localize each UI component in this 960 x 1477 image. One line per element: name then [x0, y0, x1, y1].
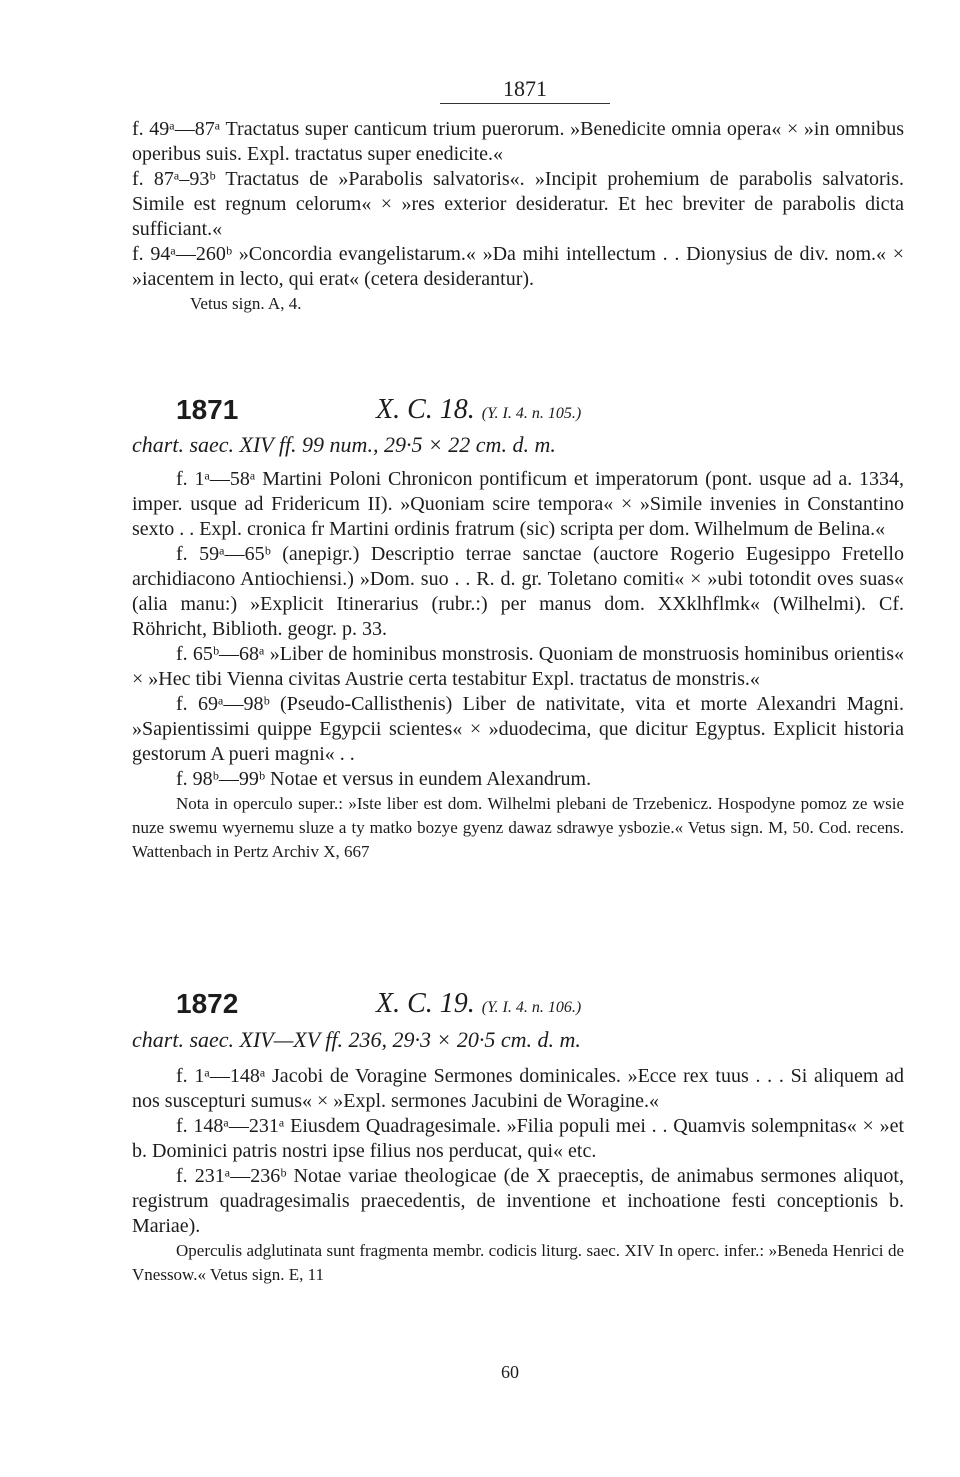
- content-item: f. 1ᵃ—58ᵃ Martini Poloni Chronicon pontificum et imperatorum (pont. usque ad a. 1334, imper. usque ad Fridericum II). »Quoniam scire tempora« × »Simile invenies in Constantino sexto . . Expl. cronica fr Martini ordinis fratrum (sic) scripta per dom. Wilhelmum de Belina.«: [132, 468, 904, 540]
- prev-entry-text: [132, 117, 904, 316]
- content-item: f. 148ᵃ—231ᵃ Eiusdem Quadragesimale. »Filia populi mei . . Quamvis solempnitas« × »et b. Dominici patris nostri ipse filius nos perducat, qui« etc.: [132, 1115, 904, 1162]
- binding-note: Nota in operculo super.: »Iste liber est dom. Wilhelmi plebani de Trzebenicz. Hospodyne pomoz ze wsie nuze swemu wyernemu sluze a ty matko bozye gyenz dawaz sdrawye ysbozie.« Vetus sign. M, 50. Cod. recens. Wattenbach in Pertz Archiv X, 667: [132, 794, 904, 861]
- shelf-signature: [376, 394, 581, 426]
- entry-1871-contents: [132, 467, 904, 864]
- content-item: f. 98ᵇ—99ᵇ Notae et versus in eundem Alexandrum.: [176, 768, 592, 790]
- content-item: f. 1ᵃ—148ᵃ Jacobi de Voragine Sermones dominicales. »Ecce rex tuus . . . Si aliquem ad nos suscepturi sumus« × »Expl. sermones Jacubini de Woragine.«: [132, 1065, 904, 1112]
- alt-signature: (Y. I. 4. n. 105.): [481, 405, 582, 422]
- codex-description: chart. saec. XIV—XV ff. 236, 29·3 × 20·5 cm. d. m.: [132, 1027, 581, 1052]
- signature-text: X. C. 19.: [376, 988, 475, 1019]
- alt-signature: (Y. I. 4. n. 106.): [481, 999, 582, 1016]
- binding-note: Operculis adglutinata sunt fragmenta membr. codicis liturg. saec. XIV In operc. infer.: »Beneda Henrici de Vnessow.« Vetus sign. E, 11: [132, 1241, 904, 1284]
- entry-number: 1872: [176, 988, 239, 1019]
- old-signature: Vetus sign. A, 4.: [190, 294, 302, 313]
- content-item: f. 69ᵃ—98ᵇ (Pseudo-Callisthenis) Liber de nativitate, vita et morte Alexandri Magni. »Sapientissimi quippe Egypcii scientes« × »duodecima, que dicitur Egyptus. Explicit historia gestorum A pueri magni« . .: [132, 693, 904, 765]
- content-item: f. 231ᵃ—236ᵇ Notae variae theologicae (de X praeceptis, de animabus sermones aliquot, registrum quadragesimalis praecedentis, de inventione et inchoatione festi conceptionis b. Mariae).: [132, 1165, 904, 1237]
- shelf-signature: [376, 988, 581, 1020]
- entry-heading-1872: [176, 988, 936, 1020]
- entry-1872-contents: [132, 1064, 904, 1287]
- header-rule: [440, 103, 610, 104]
- signature-text: X. C. 18.: [376, 394, 475, 425]
- content-item: f. 65ᵇ—68ᵃ »Liber de hominibus monstrosis. Quoniam de monstruosis hominibus orientis« × »Hec tibi Vienna civitas Austrie certa testabitur Expl. tractatus de monstris.«: [132, 643, 904, 690]
- running-header: 1871: [503, 76, 547, 101]
- prev-entry-item: f. 49ᵃ—87ᵃ Tractatus super canticum trium puerorum. »Benedicite omnia opera« × »in omnibus operibus suis. Expl. tractatus super enedicite.«: [132, 118, 904, 165]
- content-item: f. 59ᵃ—65ᵇ (anepigr.) Descriptio terrae sanctae (auctore Rogerio Eugesippo Fretello archidiacono Antiochiensi.) »Dom. suo . . R. d. gr. Toletano comiti« × »ubi totondit oves suas« (alia manu:) »Explicit Itinerarius (rubr.:) per manus dom. XXklhflmk« (Wilhelmi). Cf. Röhricht, Biblioth. geogr. p. 33.: [132, 543, 904, 640]
- prev-entry-item: f. 94ᵃ—260ᵇ »Concordia evangelistarum.« »Da mihi intellectum . . Dionysius de div. nom.« × »iacentem in lecto, qui erat« (cetera desiderantur).: [132, 243, 904, 290]
- prev-entry-item: f. 87ᵃ–93ᵇ Tractatus de »Parabolis salvatoris«. »Incipit prohemium de parabolis salvatoris. Simile est regnum celorum« × »res exterior desideratur. Et hec breviter de parabolis dicta sufficiant.«: [132, 168, 904, 240]
- codex-description: chart. saec. XIV ff. 99 num., 29·5 × 22 cm. d. m.: [132, 432, 556, 457]
- page-number: 60: [501, 1362, 519, 1382]
- entry-heading-1871: [176, 394, 936, 426]
- entry-number: 1871: [176, 394, 239, 425]
